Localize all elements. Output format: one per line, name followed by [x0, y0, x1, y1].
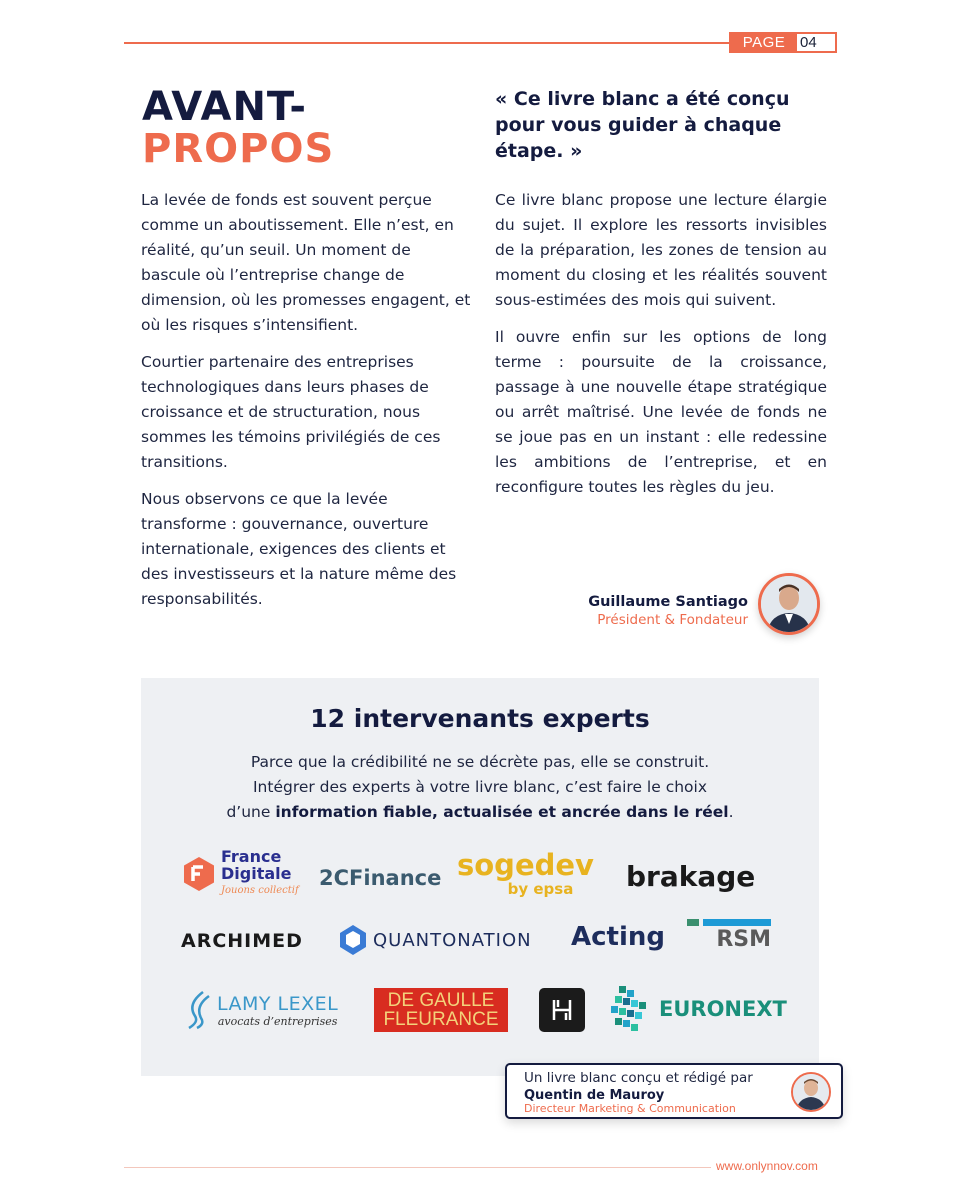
experts-line-3-prefix: d’une — [226, 803, 276, 821]
sogedev-text: sogedev — [457, 848, 594, 882]
author-avatar — [791, 1072, 831, 1112]
logo-2cfinance — [319, 866, 441, 890]
credit-role: Directeur Marketing & Communication — [524, 1102, 736, 1115]
experts-description — [141, 750, 819, 825]
experts-line-2: Intégrer des experts à votre livre blanc, c’est faire le choix — [252, 778, 708, 796]
lamy-lexel-icon — [181, 990, 213, 1030]
degaulle-line2: FLEURANCE — [383, 1009, 499, 1030]
acting-text: Acting — [571, 922, 665, 952]
rsm-bars-icon — [687, 919, 771, 927]
paragraph: Il ouvre enfin sur les options de long terme : poursuite de la croissance, passage à une nouvelle étape stratégique ou arrêt maîtrisé. Une levée de fonds ne se joue pas en un instant : elle redessine les ambitions de l’entreprise, et en reconfigure toutes les règles du jeu. — [495, 328, 827, 496]
quantonation-icon — [339, 924, 367, 956]
logo-brakage — [626, 860, 755, 893]
author-credit-card — [505, 1063, 843, 1119]
france-digitale-line2: Digitale — [221, 864, 292, 883]
france-digitale-tagline: Jouons collectif — [221, 885, 299, 896]
paragraph: Ce livre blanc propose une lecture élargie du sujet. Il explore les ressorts invisibles de la préparation, les zones de tension au moment du closing et les réalités souvent sous-estimées des mois qui suivent. — [495, 191, 827, 309]
rsm-text: RSM — [716, 927, 771, 952]
degaulle-line1: DE GAULLE — [387, 990, 495, 1011]
website-link[interactable]: www.onlynnov.com — [716, 1159, 818, 1173]
quantonation-text: QUANTONATION — [373, 929, 532, 951]
paragraph: Nous observons ce que la levée transforme : gouvernance, ouverture internationale, exigences des clients et des investisseurs et la nature même des responsabilités. — [141, 490, 457, 608]
signature-role: Président & Fondateur — [597, 612, 748, 628]
paragraph: Courtier partenaire des entreprises technologiques dans leurs phases de croissance et de structuration, nous sommes les témoins privilégiés de ces transitions. — [141, 353, 441, 471]
credit-name: Quentin de Mauroy — [524, 1088, 665, 1103]
founder-avatar — [758, 573, 820, 635]
experts-line-3-suffix: . — [728, 803, 734, 821]
logo-euronext — [611, 984, 787, 1034]
archimed-text: ARCHIMED — [181, 930, 303, 952]
brakage-text: brakage — [626, 860, 756, 893]
logo-quantonation — [339, 924, 532, 956]
logo-rsm — [687, 919, 771, 953]
pull-quote: « Ce livre blanc a été conçu pour vous guider à chaque étape. » — [495, 88, 790, 162]
experts-line-3 — [141, 800, 819, 825]
logo-archimed — [181, 930, 303, 952]
person-icon — [761, 576, 817, 632]
page-title — [142, 86, 334, 170]
signature — [588, 594, 748, 628]
france-digitale-line1: France — [221, 847, 282, 866]
title-line-1: AVANT- — [142, 84, 307, 130]
right-column — [495, 188, 827, 512]
experts-title: 12 intervenants experts — [310, 704, 650, 733]
france-digitale-icon — [181, 856, 217, 892]
sogedev-sub: by epsa — [507, 880, 574, 898]
left-column — [141, 188, 471, 624]
logo-monogram — [539, 988, 585, 1032]
twocfinance-text: 2CFinance — [319, 866, 442, 890]
credit-intro: Un livre blanc conçu et rédigé par — [524, 1070, 753, 1086]
title-line-2: PROPOS — [142, 126, 335, 172]
header-rule — [124, 42, 729, 44]
experts-line-3-bold: information fiable, actualisée et ancrée dans le réel — [275, 803, 729, 821]
euronext-icon — [611, 984, 655, 1034]
person-icon — [793, 1074, 829, 1110]
signature-name: Guillaume Santiago — [588, 594, 748, 610]
logo-france-digitale — [181, 848, 299, 899]
monogram-icon — [549, 997, 575, 1023]
lamy-lexel-sub: avocats d’entreprises — [217, 1014, 338, 1028]
logo-lamy-lexel — [181, 990, 338, 1030]
footer-rule — [124, 1167, 711, 1168]
euronext-text: EURONEXT — [659, 997, 787, 1021]
page-label: PAGE — [731, 34, 797, 51]
experts-panel — [141, 678, 819, 1076]
page-badge — [729, 32, 837, 53]
logo-acting — [571, 922, 665, 952]
paragraph: La levée de fonds est souvent perçue comme un aboutissement. Elle n’est, en réalité, qu’un seuil. Un moment de bascule où l’entreprise change de dimension, où les promesses engagent, et où les risques s’intensifient. — [141, 191, 471, 334]
logo-sogedev — [457, 850, 594, 898]
page-number: 04 — [800, 34, 817, 51]
experts-line-1: Parce que la crédibilité ne se décrète pas, elle se construit. — [250, 753, 710, 771]
lamy-lexel-text: LAMY LEXEL — [217, 992, 339, 1015]
logo-de-gaulle-fleurance — [374, 988, 508, 1032]
